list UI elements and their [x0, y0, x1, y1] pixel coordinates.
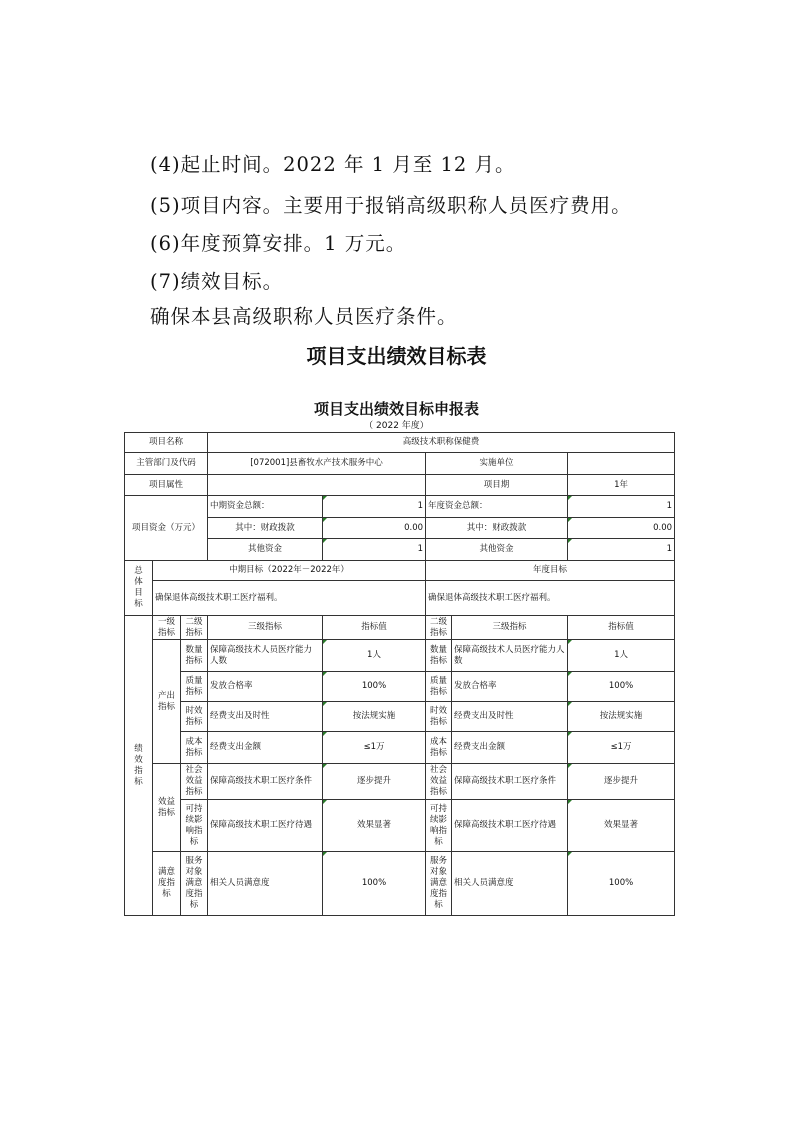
form-year: （ 2022 年度）	[364, 421, 429, 431]
para-start-time: (4)起止时间。2022 年 1 月至 12 月。	[150, 153, 516, 176]
row-value: 100%	[323, 672, 426, 702]
mid-fiscal-value: 0.00	[323, 518, 426, 539]
row-value-right: 效果显著	[568, 800, 675, 852]
mid-goal-header: 中期目标（2022年－2022年）	[153, 561, 426, 581]
project-period-value: 1年	[568, 475, 675, 496]
value-header-right: 指标值	[568, 616, 675, 640]
row-level2-right: 服务对象满意度指标	[426, 852, 452, 916]
row-level2-right: 数量指标	[426, 640, 452, 672]
row-indicator-right: 经费支出金额	[452, 732, 568, 764]
project-name-value: 高级技术职称保健费	[208, 433, 675, 453]
row-level2: 可持续影响指标	[181, 800, 208, 852]
year-other-label: 其他资金	[426, 539, 568, 561]
row-indicator: 相关人员满意度	[208, 852, 323, 916]
mid-total-label: 中期资金总额：	[208, 496, 323, 518]
year-total-label: 年度资金总额：	[426, 496, 568, 518]
mid-goal-text: 确保退体高级技术职工医疗福利。	[153, 581, 426, 616]
project-attr-value	[208, 475, 426, 496]
row-indicator: 保障高级技术职工医疗条件	[208, 764, 323, 800]
row-indicator-right: 保障高级技术人员医疗能力人数	[452, 640, 568, 672]
para-budget: (6)年度预算安排。1 万元。	[150, 232, 407, 255]
row-value-right: 100%	[568, 672, 675, 702]
para-content: (5)项目内容。主要用于报销高级职称人员医疗费用。	[150, 194, 632, 217]
row-value-right: 100%	[568, 852, 675, 916]
mid-total-value: 1	[323, 496, 426, 518]
mid-other-label: 其他资金	[208, 539, 323, 561]
department-value: [072001]县畜牧水产技术服务中心	[208, 453, 426, 475]
section-title: 项目支出绩效目标表	[306, 344, 487, 368]
row-indicator-right: 相关人员满意度	[452, 852, 568, 916]
row-level2: 数量指标	[181, 640, 208, 672]
impl-unit-value	[568, 453, 675, 475]
row-indicator-right: 发放合格率	[452, 672, 568, 702]
group-benefit-label: 效益指标	[153, 764, 181, 852]
row-value: ≤1万	[323, 732, 426, 764]
project-period-label: 项目期	[426, 475, 568, 496]
level2-header-right: 二级指标	[426, 616, 452, 640]
mid-fiscal-label: 其中：财政拨款	[208, 518, 323, 539]
year-goal-text: 确保退体高级技术职工医疗福利。	[426, 581, 675, 616]
row-level2: 社会效益指标	[181, 764, 208, 800]
project-name-label: 项目名称	[125, 433, 208, 453]
group-satisfaction-label: 满意度指标	[153, 852, 181, 916]
department-label: 主管部门及代码	[125, 453, 208, 475]
row-level2: 质量指标	[181, 672, 208, 702]
row-indicator: 经费支出及时性	[208, 702, 323, 732]
row-level2-right: 可持续影响指标	[426, 800, 452, 852]
row-level2-right: 质量指标	[426, 672, 452, 702]
row-level2: 成本指标	[181, 732, 208, 764]
value-header: 指标值	[323, 616, 426, 640]
row-value: 100%	[323, 852, 426, 916]
row-value: 1人	[323, 640, 426, 672]
row-value-right: ≤1万	[568, 732, 675, 764]
mid-other-value: 1	[323, 539, 426, 561]
row-level2-right: 成本指标	[426, 732, 452, 764]
row-level2: 服务对象满意度指标	[181, 852, 208, 916]
perf-indicators-label: 绩效指标	[125, 616, 153, 916]
impl-unit-label: 实施单位	[426, 453, 568, 475]
level3-header-right: 三级指标	[452, 616, 568, 640]
row-indicator-right: 经费支出及时性	[452, 702, 568, 732]
level1-header: 一级指标	[153, 616, 181, 640]
row-value-right: 逐步提升	[568, 764, 675, 800]
para-goal-text: 确保本县高级职称人员医疗条件。	[150, 305, 458, 328]
row-indicator: 发放合格率	[208, 672, 323, 702]
row-level2-right: 时效指标	[426, 702, 452, 732]
row-indicator-right: 保障高级技术职工医疗条件	[452, 764, 568, 800]
row-indicator: 经费支出金额	[208, 732, 323, 764]
row-value: 逐步提升	[323, 764, 426, 800]
row-indicator: 保障高级技术人员医疗能力人数	[208, 640, 323, 672]
row-value-right: 1人	[568, 640, 675, 672]
year-fiscal-value: 0.00	[568, 518, 675, 539]
level3-header: 三级指标	[208, 616, 323, 640]
year-fiscal-label: 其中：财政拨款	[426, 518, 568, 539]
form-title: 项目支出绩效目标申报表	[313, 400, 479, 418]
group-output-label: 产出指标	[153, 640, 181, 764]
year-total-value: 1	[568, 496, 675, 518]
performance-table	[124, 432, 675, 916]
para-goal-heading: (7)绩效目标。	[150, 270, 284, 293]
year-goal-header: 年度目标	[426, 561, 675, 581]
row-value: 效果显著	[323, 800, 426, 852]
row-value: 按法规实施	[323, 702, 426, 732]
year-other-value: 1	[568, 539, 675, 561]
level2-header: 二级指标	[181, 616, 208, 640]
row-indicator-right: 保障高级技术职工医疗待遇	[452, 800, 568, 852]
row-value-right: 按法规实施	[568, 702, 675, 732]
project-attr-label: 项目属性	[125, 475, 208, 496]
row-level2: 时效指标	[181, 702, 208, 732]
overall-goal-label: 总体目标	[125, 561, 153, 616]
funds-label: 项目资金（万元）	[125, 496, 208, 561]
row-level2-right: 社会效益指标	[426, 764, 452, 800]
row-indicator: 保障高级技术职工医疗待遇	[208, 800, 323, 852]
